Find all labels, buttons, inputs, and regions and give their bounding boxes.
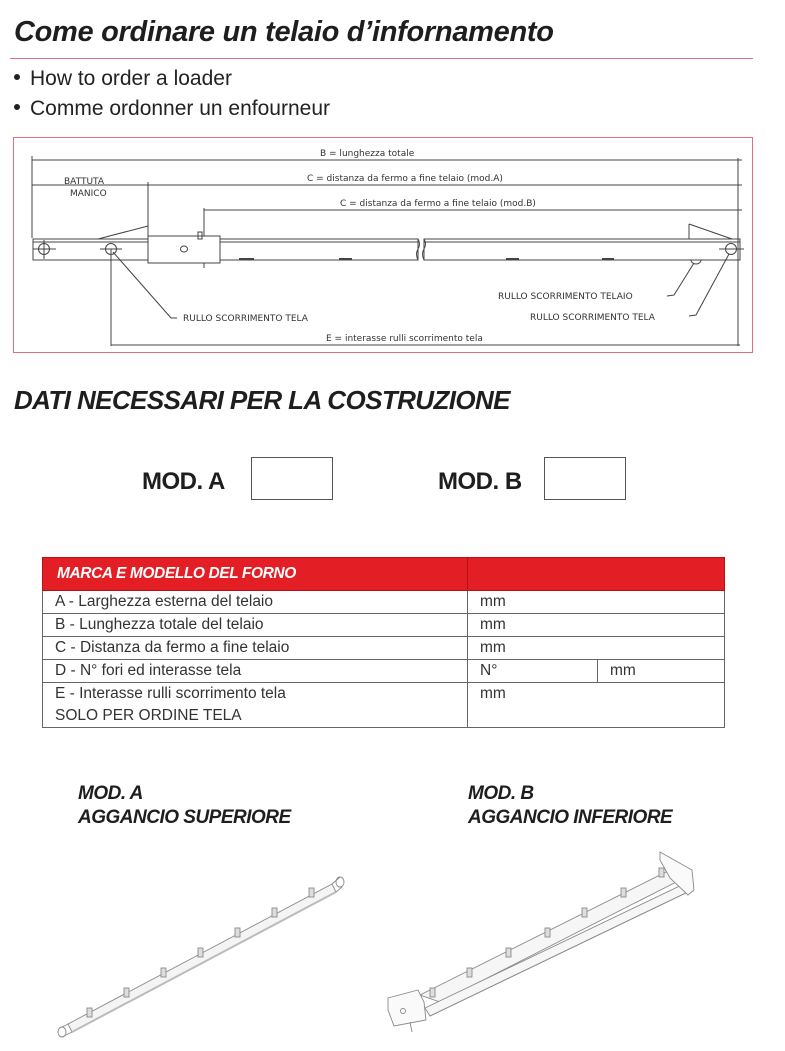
mod-b-label: MOD. B <box>438 468 522 495</box>
label-c-mod-a: C = distanza da fermo a fine telaio (mod.A) <box>307 174 503 184</box>
field-b-mm[interactable]: mm <box>468 614 725 637</box>
title-divider <box>10 58 753 59</box>
row-label: B - Lunghezza totale del telaio <box>43 614 468 637</box>
table-row <box>43 591 725 614</box>
label-c-mod-b: C = distanza da fermo a fine telaio (mod.B) <box>340 199 536 209</box>
table-row <box>43 637 725 660</box>
leader-rullo-telaio <box>667 263 694 296</box>
mod-b-caption-line1: MOD. B <box>468 783 534 804</box>
label-manico: MANICO <box>70 189 107 199</box>
loader-schematic <box>14 138 754 354</box>
mod-a-checkbox[interactable] <box>251 457 333 500</box>
mod-a-caption <box>78 782 291 830</box>
field-c-mm[interactable]: mm <box>468 637 725 660</box>
mod-b-illustration <box>370 830 720 1051</box>
technical-drawing <box>13 137 753 353</box>
label-rullo-telaio: RULLO SCORRIMENTO TELAIO <box>498 292 633 302</box>
bullet-dot-icon <box>14 74 20 80</box>
row-label: D - N° fori ed interasse tela <box>43 660 468 683</box>
section-title: DATI NECESSARI PER LA COSTRUZIONE <box>14 385 510 415</box>
mod-b-caption <box>468 782 672 830</box>
mod-b-checkbox[interactable] <box>544 457 626 500</box>
bullet-text: How to order a loader <box>30 67 232 90</box>
bullet-french <box>14 97 330 121</box>
label-rullo-tela-right: RULLO SCORRIMENTO TELA <box>530 313 655 323</box>
mod-a-caption-line1: MOD. A <box>78 783 143 804</box>
row-note: SOLO PER ORDINE TELA <box>55 707 242 724</box>
field-d-count[interactable]: N° <box>468 660 598 683</box>
label-b-total: B = lunghezza totale <box>320 149 415 159</box>
row-label: A - Larghezza esterna del telaio <box>43 591 468 614</box>
mod-a-illustration <box>20 840 380 1051</box>
header-oven-brand-model: MARCA E MODELLO DEL FORNO <box>43 558 468 591</box>
field-d-mm[interactable]: mm <box>598 660 725 683</box>
label-e-interasse: E = interasse rulli scorrimento tela <box>326 334 483 344</box>
page-title: Come ordinare un telaio d’infornamento <box>14 16 554 48</box>
mod-b-caption-line2: AGGANCIO INFERIORE <box>468 807 673 828</box>
row-label: E - Interasse rulli scorrimento tela <box>55 685 286 702</box>
spec-table <box>42 557 725 728</box>
bullet-english <box>14 67 232 91</box>
roller-telaio <box>691 260 701 264</box>
row-label-multiline <box>43 683 468 728</box>
mod-a-label: MOD. A <box>142 468 225 495</box>
label-battuta: BATTUTA <box>64 177 105 187</box>
leader-rullo-tela-right <box>689 254 729 316</box>
table-header-row <box>43 558 725 591</box>
table-row <box>43 614 725 637</box>
bullet-dot-icon <box>14 104 20 110</box>
handle-block <box>148 236 220 263</box>
oven-brand-model-field[interactable] <box>468 558 725 591</box>
label-rullo-tela-left: RULLO SCORRIMENTO TELA <box>183 314 308 324</box>
field-a-mm[interactable]: mm <box>468 591 725 614</box>
row-label: C - Distanza da fermo a fine telaio <box>43 637 468 660</box>
table-row <box>43 660 725 683</box>
table-row <box>43 683 725 728</box>
field-e-mm[interactable]: mm <box>468 683 725 728</box>
bullet-text: Comme ordonner un enfourneur <box>30 97 331 120</box>
mod-a-caption-line2: AGGANCIO SUPERIORE <box>78 807 291 828</box>
